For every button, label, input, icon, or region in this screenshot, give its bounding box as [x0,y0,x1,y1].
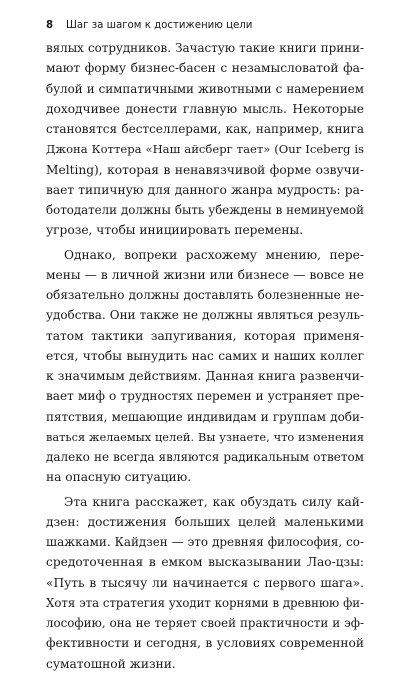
text-line: вялых сотрудников. Зачастую такие книги прини- [46,41,364,55]
text-line: обязательно должны доставлять болезненные не- [46,288,364,302]
text-line: «Путь в тысячу ли начинается с первого шага». [46,575,364,590]
text-line: пятствия, мешающие индивидам и группам доби- [46,409,364,424]
text-line: мают форму бизнес-басен с незамысловатой фа- [46,61,364,76]
paragraph [46,38,364,241]
text-line: на опасную ситуацию. [46,470,192,485]
text-line: становятся бестселлерами, как, например, книга [46,122,364,136]
page-number: 8 [46,20,54,31]
body-text [46,38,364,674]
text-line: Джона Коттера «Наш айсберг тает» (Our Iceberg is [46,142,364,157]
paragraph [46,492,364,674]
text-line: ваться желаемых целей. Вы узнаете, что изменения [46,429,364,444]
text-line: угрозе, чтобы инициировать перемены. [46,223,304,238]
text-line: средоточенная в емком высказывании Лао-цзы: [46,555,364,570]
text-line: дзен: достижения больших целей маленькими [46,514,364,529]
text-line: мены — в личной жизни или бизнесе — вовсе не [46,267,364,282]
paragraph [46,245,364,488]
text-line: далеко не всегда являются радикальным ответом [46,450,364,464]
text-line: к значимым действиям. Данная книга развенчи- [46,369,364,383]
text-line: Melting), которая в ненавязчивой форме озвучи- [46,162,364,177]
text-line: вает типичную для данного жанра мудрость: ра- [46,182,364,197]
text-line: Однако, вопреки расхожему мнению, пере- [64,247,364,262]
text-line: суматошной жизни. [46,656,176,671]
text-line: доходчивее донести главную мысль. Некоторые [46,101,364,116]
text-line: татом тактики запугивания, которая применя- [46,328,364,343]
text-line: булой и симпатичными животными с намерением [46,81,364,96]
text-line: ется, чтобы вынудить нас самих и наших коллег [46,348,364,363]
text-line: шажками. Кайдзен — это древняя философия, со- [46,535,364,549]
text-line: фективности и сегодня, в условиях современной [46,636,364,651]
running-header [46,19,366,33]
text-line: Эта книга расскажет, как обуздать силу кай- [64,494,364,509]
text-line: удобства. Они также не должны являться резуль- [46,308,364,323]
text-line: ботодатели должны быть убеждены в неминуемой [46,203,364,217]
chapter-title: Шаг за шагом к достижению цели [66,20,253,31]
text-line: лософию, она не теряет своей практичности и эф- [46,616,364,630]
text-line: Хотя эта стратегия уходит корнями в древнюю фи- [46,595,364,610]
text-line: вает миф о трудностях перемен и устраняет пре- [46,389,364,404]
